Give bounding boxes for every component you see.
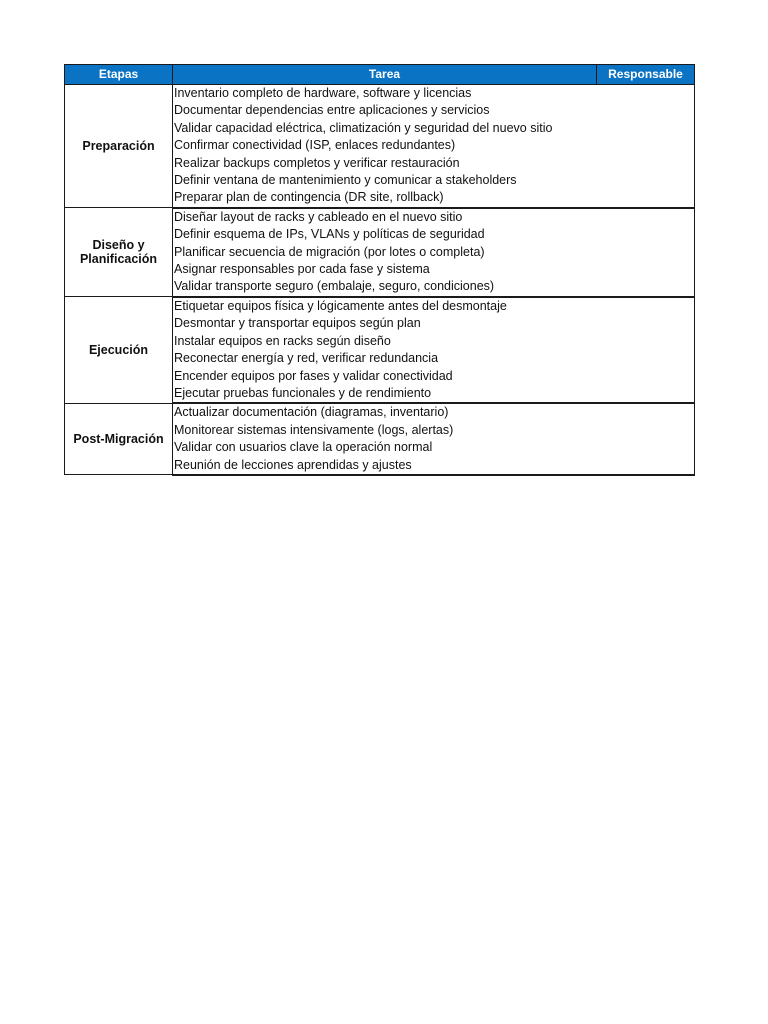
responsable-cell — [597, 350, 695, 367]
task-cell: Preparar plan de contingencia (DR site, rollback) — [173, 189, 597, 207]
responsable-cell — [597, 244, 695, 261]
responsable-cell — [597, 208, 695, 226]
table-header-row — [65, 65, 695, 85]
responsable-cell — [597, 278, 695, 296]
stage-cell: Ejecución — [65, 297, 173, 403]
task-cell: Instalar equipos en racks según diseño — [173, 333, 597, 350]
task-cell: Asignar responsables por cada fase y sistema — [173, 261, 597, 278]
task-cell: Documentar dependencias entre aplicaciones y servicios — [173, 102, 597, 119]
task-cell: Etiquetar equipos física y lógicamente antes del desmontaje — [173, 297, 597, 315]
task-cell: Realizar backups completos y verificar restauración — [173, 155, 597, 172]
responsable-cell — [597, 403, 695, 421]
task-cell: Reconectar energía y red, verificar redundancia — [173, 350, 597, 367]
responsable-cell — [597, 172, 695, 189]
task-cell: Validar transporte seguro (embalaje, seguro, condiciones) — [173, 278, 597, 296]
responsable-cell — [597, 297, 695, 315]
task-cell: Monitorear sistemas intensivamente (logs, alertas) — [173, 422, 597, 439]
responsable-cell — [597, 422, 695, 439]
responsable-cell — [597, 137, 695, 154]
task-cell: Diseñar layout de racks y cableado en el nuevo sitio — [173, 208, 597, 226]
responsable-cell — [597, 85, 695, 103]
stage-cell: Preparación — [65, 85, 173, 208]
responsable-cell — [597, 315, 695, 332]
responsable-cell — [597, 261, 695, 278]
responsable-cell — [597, 385, 695, 403]
responsable-cell — [597, 368, 695, 385]
header-etapas: Etapas — [65, 65, 173, 85]
task-cell: Planificar secuencia de migración (por lotes o completa) — [173, 244, 597, 261]
table-row — [65, 403, 695, 421]
header-responsable: Responsable — [597, 65, 695, 85]
responsable-cell — [597, 155, 695, 172]
responsable-cell — [597, 226, 695, 243]
task-cell: Ejecutar pruebas funcionales y de rendimiento — [173, 385, 597, 403]
table-row — [65, 297, 695, 315]
task-cell: Inventario completo de hardware, software y licencias — [173, 85, 597, 103]
responsable-cell — [597, 120, 695, 137]
task-cell: Validar con usuarios clave la operación normal — [173, 439, 597, 456]
task-cell: Confirmar conectividad (ISP, enlaces redundantes) — [173, 137, 597, 154]
task-cell: Desmontar y transportar equipos según plan — [173, 315, 597, 332]
task-cell: Reunión de lecciones aprendidas y ajustes — [173, 457, 597, 475]
responsable-cell — [597, 439, 695, 456]
table-row — [65, 85, 695, 103]
responsable-cell — [597, 102, 695, 119]
stage-cell: Post-Migración — [65, 403, 173, 475]
task-cell: Actualizar documentación (diagramas, inventario) — [173, 403, 597, 421]
task-cell: Definir esquema de IPs, VLANs y políticas de seguridad — [173, 226, 597, 243]
task-cell: Validar capacidad eléctrica, climatización y seguridad del nuevo sitio — [173, 120, 597, 137]
task-cell: Encender equipos por fases y validar conectividad — [173, 368, 597, 385]
migration-plan-table — [64, 64, 695, 476]
stage-cell: Diseño y Planificación — [65, 208, 173, 297]
responsable-cell — [597, 189, 695, 207]
table-body — [65, 85, 695, 475]
spreadsheet-page — [64, 64, 694, 476]
task-cell: Definir ventana de mantenimiento y comunicar a stakeholders — [173, 172, 597, 189]
responsable-cell — [597, 457, 695, 475]
header-tarea: Tarea — [173, 65, 597, 85]
table-row — [65, 208, 695, 226]
responsable-cell — [597, 333, 695, 350]
